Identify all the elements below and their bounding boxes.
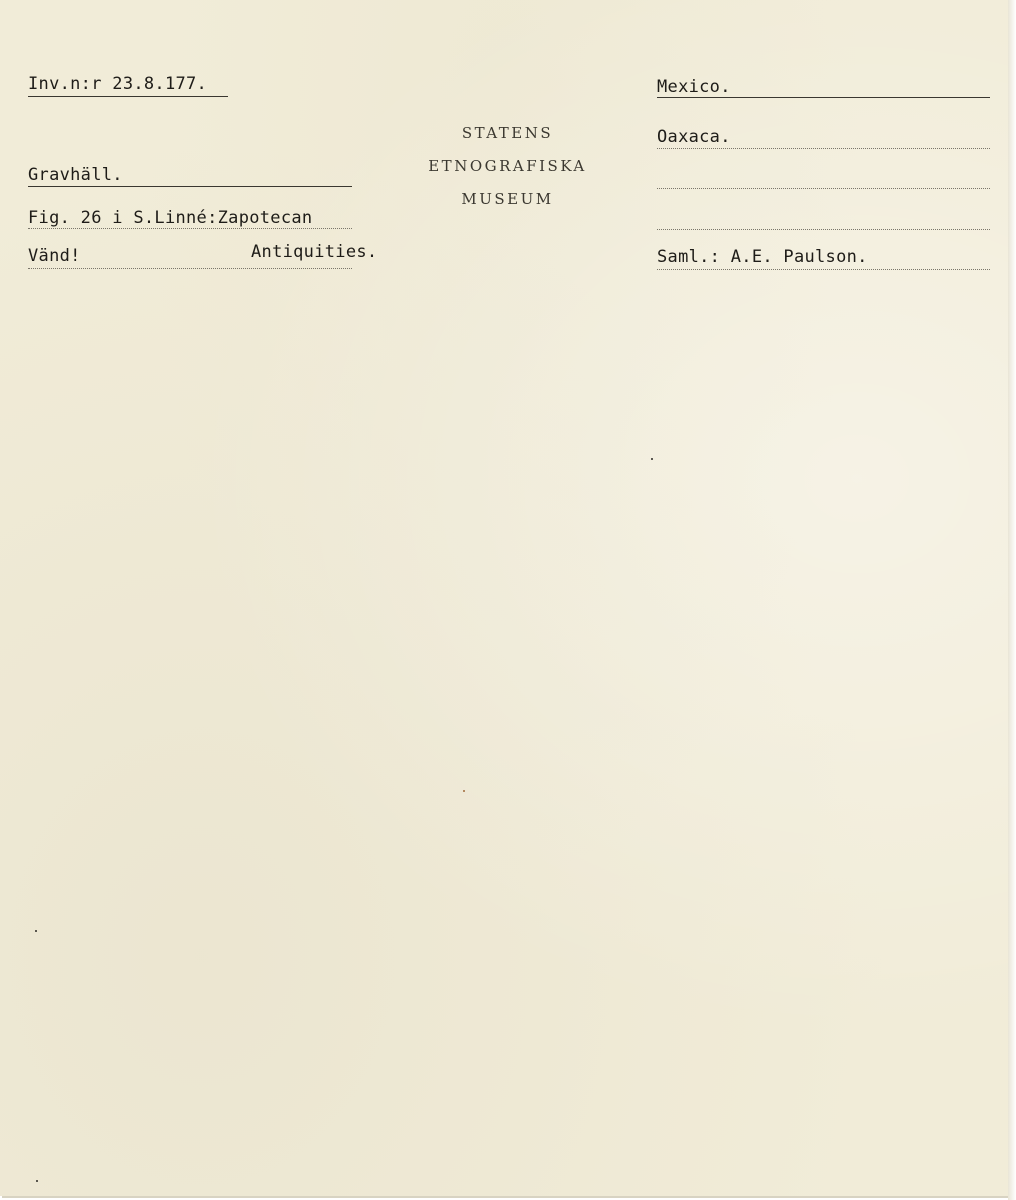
museum-heading bbox=[405, 117, 610, 216]
paper-speck bbox=[35, 930, 37, 932]
paper-speck bbox=[36, 1180, 38, 1182]
inventory-number: Inv.n:r 23.8.177. bbox=[28, 74, 208, 94]
reference-underline-1 bbox=[28, 228, 352, 229]
inventory-underline bbox=[28, 96, 228, 97]
region-underline-4 bbox=[657, 229, 990, 230]
turn-over-note: Vänd! bbox=[28, 246, 81, 266]
paper-speck bbox=[463, 790, 465, 792]
collection-field: Saml.: A.E. Paulson. bbox=[657, 247, 868, 267]
collection-underline bbox=[657, 269, 990, 270]
region-underline-3 bbox=[657, 188, 990, 189]
museum-line-statens: STATENS bbox=[461, 124, 554, 142]
museum-line-museum: MUSEUM bbox=[461, 190, 554, 208]
reference-line-1: Fig. 26 i S.Linné:Zapotecan bbox=[28, 208, 313, 228]
reference-line-2: Antiquities. bbox=[251, 242, 378, 262]
country-underline bbox=[657, 97, 990, 98]
region-field: Oaxaca. bbox=[657, 127, 731, 147]
object-name: Gravhäll. bbox=[28, 165, 123, 185]
object-name-underline bbox=[28, 186, 352, 187]
country-field: Mexico. bbox=[657, 77, 731, 97]
note-underline bbox=[28, 268, 352, 269]
card-edge bbox=[1008, 0, 1016, 1200]
region-underline bbox=[657, 148, 990, 149]
paper-speck bbox=[651, 458, 653, 460]
museum-line-etnografiska: ETNOGRAFISKA bbox=[428, 157, 587, 175]
